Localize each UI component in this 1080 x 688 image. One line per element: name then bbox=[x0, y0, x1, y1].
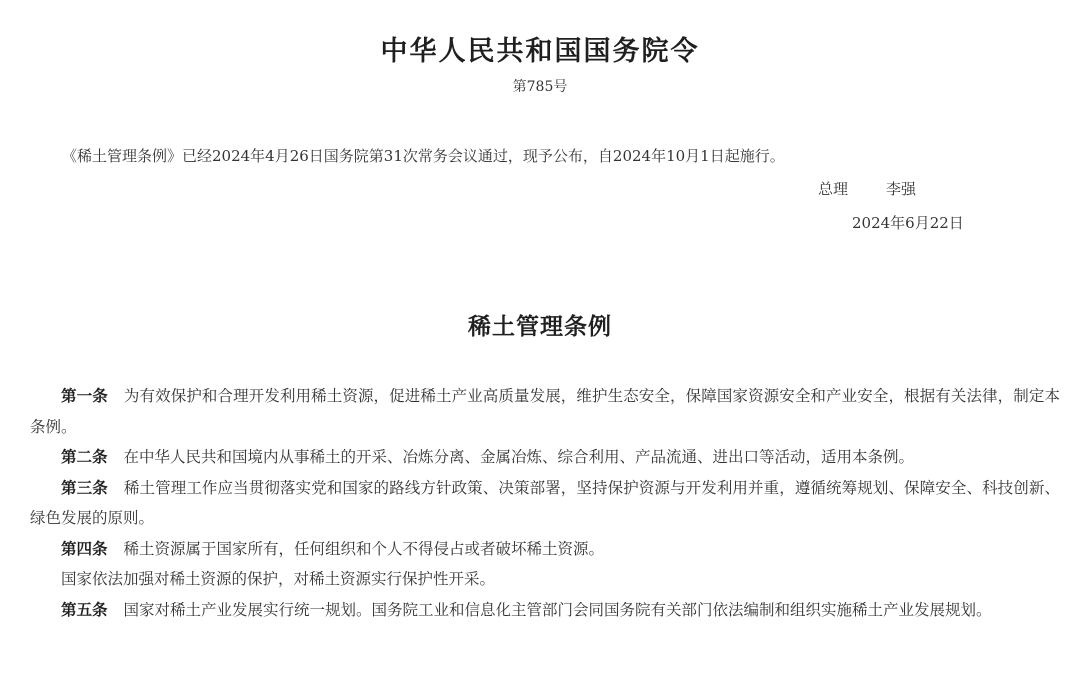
signature-line bbox=[818, 178, 1018, 200]
article-paragraph bbox=[30, 442, 1060, 473]
article-text: 国家对稀土产业发展实行统一规划。国务院工业和信息化主管部门会同国务院有关部门依法编制和组织实施稀土产业发展规划。 bbox=[123, 600, 992, 619]
article-label: 第四条 bbox=[61, 538, 108, 558]
article-text: 国家依法加强对稀土资源的保护，对稀土资源实行保护性开采。 bbox=[61, 570, 496, 588]
article-label: 第二条 bbox=[61, 447, 108, 466]
regulation-body bbox=[30, 381, 1060, 625]
article-label: 第五条 bbox=[61, 599, 108, 619]
signer-name: 李强 bbox=[886, 180, 917, 198]
order-title: 中华人民共和国国务院令 bbox=[380, 36, 700, 67]
article-paragraph bbox=[30, 534, 1060, 565]
signer-title: 总理 bbox=[818, 180, 849, 198]
article-text: 在中华人民共和国境内从事稀土的开采、冶炼分离、金属冶炼、综合利用、产品流通、进出口等活动，适用本条例。 bbox=[123, 448, 915, 466]
article-text: 稀土管理工作应当贯彻落实党和国家的路线方针政策、决策部署，坚持保护资源与开发利用并重，遵循统筹规划、保障安全、科技创新、绿色发展的原则。 bbox=[30, 478, 1060, 527]
article-paragraph bbox=[30, 473, 1060, 534]
issue-date: 2024年6月22日 bbox=[852, 214, 964, 232]
promulgation-text: 《稀土管理条例》已经2024年4月26日国务院第31次常务会议通过，现予公布，自2024年10月1日起施行。 bbox=[62, 147, 785, 165]
article-text: 为有效保护和合理开发利用稀土资源，促进稀土产业高质量发展，维护生态安全，保障国家资源安全和产业安全，根据有关法律，制定本条例。 bbox=[30, 387, 1060, 436]
article-paragraph bbox=[30, 564, 1060, 595]
article-label: 第一条 bbox=[61, 386, 108, 405]
article-paragraph bbox=[30, 381, 1060, 442]
article-label: 第三条 bbox=[61, 477, 108, 497]
article-paragraph bbox=[30, 595, 1060, 626]
regulation-title: 稀土管理条例 bbox=[468, 313, 612, 340]
order-number: 第785号 bbox=[512, 79, 568, 95]
article-text: 稀土资源属于国家所有，任何组织和个人不得侵占或者破坏稀土资源。 bbox=[123, 539, 605, 558]
